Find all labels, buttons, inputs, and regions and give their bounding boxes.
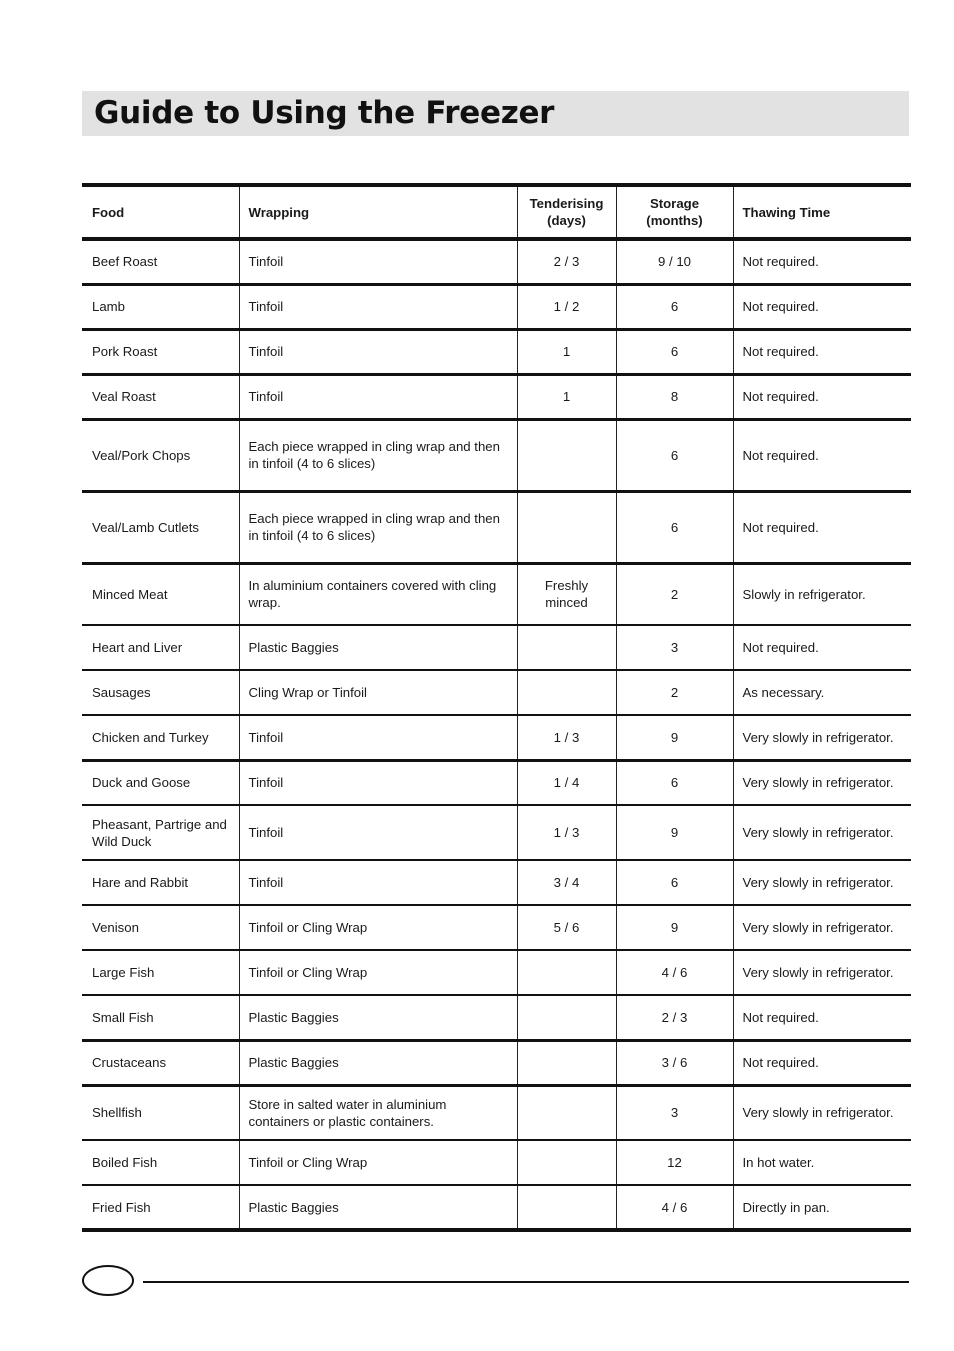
- cell-thawing-time: Not required.: [733, 239, 911, 284]
- cell-tenderising: 1 / 3: [517, 805, 616, 860]
- cell-tenderising: 1 / 3: [517, 715, 616, 760]
- table-row: [82, 1085, 911, 1140]
- cell-wrapping: Tinfoil or Cling Wrap: [239, 950, 517, 995]
- cell-wrapping: In aluminium containers covered with cling wrap.: [239, 563, 517, 625]
- cell-food: Veal/Lamb Cutlets: [92, 519, 200, 535]
- cell-wrapping: Tinfoil: [239, 284, 517, 329]
- cell-storage: 8: [616, 374, 733, 419]
- cell-food: Duck and Goose: [92, 775, 191, 791]
- cell-tenderising: [517, 625, 616, 670]
- cell-wrapping: Plastic Baggies: [239, 1185, 517, 1230]
- cell-storage: 6: [616, 491, 733, 563]
- cell-storage: 6: [616, 284, 733, 329]
- cell-tenderising: 1: [517, 329, 616, 374]
- cell-food: Pork Roast: [92, 344, 158, 359]
- cell-thawing-time: Not required.: [733, 1040, 911, 1085]
- cell-storage: 4 / 6: [616, 950, 733, 995]
- cell-wrapping: Tinfoil or Cling Wrap: [239, 905, 517, 950]
- cell-tenderising: [517, 1185, 616, 1230]
- header-storage: Storage (months): [616, 185, 733, 239]
- cell-tenderising: [517, 670, 616, 715]
- cell-thawing-time: Slowly in refrigerator.: [733, 563, 911, 625]
- cell-storage: 6: [616, 760, 733, 805]
- cell-wrapping: Tinfoil: [239, 329, 517, 374]
- cell-wrapping: Each piece wrapped in cling wrap and then in tinfoil (4 to 6 slices): [239, 419, 517, 491]
- cell-storage: 9: [616, 805, 733, 860]
- table-row: [82, 1185, 911, 1230]
- cell-food: Heart and Liver: [92, 640, 183, 655]
- cell-food: Hare and Rabbit: [92, 875, 189, 890]
- table-row: [82, 374, 911, 419]
- cell-tenderising: 1 / 4: [517, 760, 616, 805]
- cell-food: Shellfish: [92, 1105, 142, 1121]
- cell-tenderising: [517, 419, 616, 491]
- cell-storage: 4 / 6: [616, 1185, 733, 1230]
- cell-tenderising: Freshly minced: [517, 563, 616, 625]
- page-title: Guide to Using the Freezer: [94, 95, 555, 131]
- cell-thawing-time: Not required.: [733, 995, 911, 1040]
- table-row: [82, 491, 911, 563]
- cell-tenderising: 2 / 3: [517, 239, 616, 284]
- cell-tenderising: 5 / 6: [517, 905, 616, 950]
- table-row: [82, 905, 911, 950]
- cell-storage: 6: [616, 860, 733, 905]
- cell-tenderising: [517, 1140, 616, 1185]
- cell-thawing-time: As necessary.: [733, 670, 911, 715]
- cell-food: Sausages: [92, 685, 151, 700]
- cell-tenderising: [517, 1085, 616, 1140]
- cell-wrapping: Each piece wrapped in cling wrap and then in tinfoil (4 to 6 slices): [239, 491, 517, 563]
- table-row: [82, 950, 911, 995]
- cell-wrapping: Tinfoil: [239, 860, 517, 905]
- table-row: [82, 860, 911, 905]
- cell-food: Beef Roast: [92, 254, 158, 270]
- cell-food: Lamb: [92, 299, 125, 314]
- table-row: [82, 563, 911, 625]
- cell-thawing-time: Very slowly in refrigerator.: [733, 715, 911, 760]
- cell-storage: 9: [616, 905, 733, 950]
- cell-storage: 12: [616, 1140, 733, 1185]
- cell-wrapping: Tinfoil: [239, 239, 517, 284]
- cell-storage: 3: [616, 625, 733, 670]
- cell-food: Veal Roast: [92, 389, 156, 404]
- page-title-bar: [82, 91, 909, 136]
- cell-wrapping: Plastic Baggies: [239, 995, 517, 1040]
- cell-thawing-time: Not required.: [733, 625, 911, 670]
- cell-storage: 3: [616, 1085, 733, 1140]
- table-row: [82, 284, 911, 329]
- cell-thawing-time: Not required.: [733, 491, 911, 563]
- header-food: Food: [82, 185, 239, 239]
- cell-tenderising: [517, 491, 616, 563]
- cell-thawing-time: Not required.: [733, 374, 911, 419]
- cell-thawing-time: Directly in pan.: [733, 1185, 911, 1230]
- cell-tenderising: 1: [517, 374, 616, 419]
- cell-storage: 6: [616, 419, 733, 491]
- cell-thawing-time: Very slowly in refrigerator.: [733, 760, 911, 805]
- table-row: [82, 760, 911, 805]
- cell-storage: 3 / 6: [616, 1040, 733, 1085]
- cell-tenderising: [517, 995, 616, 1040]
- freezer-guide-table: [82, 183, 911, 1232]
- cell-wrapping: Tinfoil or Cling Wrap: [239, 1140, 517, 1185]
- cell-food: Venison: [92, 920, 139, 935]
- cell-food: Veal/Pork Chops: [92, 447, 191, 463]
- header-thawing-time: Thawing Time: [733, 185, 911, 239]
- cell-food: Crustaceans: [92, 1055, 167, 1070]
- table-row: [82, 715, 911, 760]
- cell-food: Fried Fish: [92, 1199, 151, 1215]
- cell-storage: 9: [616, 715, 733, 760]
- table-row: [82, 625, 911, 670]
- cell-thawing-time: Very slowly in refrigerator.: [733, 1085, 911, 1140]
- header-tenderising: Tenderising (days): [517, 185, 616, 239]
- cell-wrapping: Store in salted water in aluminium containers or plastic containers.: [239, 1085, 517, 1140]
- table-row: [82, 995, 911, 1040]
- table-row: [82, 329, 911, 374]
- cell-wrapping: Tinfoil: [239, 374, 517, 419]
- cell-wrapping: Tinfoil: [239, 805, 517, 860]
- cell-thawing-time: In hot water.: [733, 1140, 911, 1185]
- table-row: [82, 1140, 911, 1185]
- cell-food: Minced Meat: [92, 586, 168, 602]
- cell-thawing-time: Very slowly in refrigerator.: [733, 905, 911, 950]
- cell-wrapping: Cling Wrap or Tinfoil: [239, 670, 517, 715]
- cell-food: Chicken and Turkey: [92, 729, 209, 745]
- cell-thawing-time: Not required.: [733, 284, 911, 329]
- cell-thawing-time: Very slowly in refrigerator.: [733, 860, 911, 905]
- cell-food: Pheasant, Partrige and Wild Duck: [92, 816, 227, 849]
- table-row: [82, 419, 911, 491]
- cell-thawing-time: Very slowly in refrigerator.: [733, 950, 911, 995]
- cell-food: Large Fish: [92, 965, 155, 980]
- cell-tenderising: [517, 950, 616, 995]
- table-header-row: [82, 185, 911, 239]
- table-row: [82, 805, 911, 860]
- cell-wrapping: Tinfoil: [239, 715, 517, 760]
- table-row: [82, 1040, 911, 1085]
- header-wrapping: Wrapping: [239, 185, 517, 239]
- cell-wrapping: Plastic Baggies: [239, 625, 517, 670]
- cell-thawing-time: Not required.: [733, 419, 911, 491]
- cell-storage: 2: [616, 563, 733, 625]
- cell-tenderising: 3 / 4: [517, 860, 616, 905]
- cell-thawing-time: Not required.: [733, 329, 911, 374]
- table-row: [82, 670, 911, 715]
- page-number-oval: [82, 1265, 134, 1296]
- cell-tenderising: [517, 1040, 616, 1085]
- cell-wrapping: Tinfoil: [239, 760, 517, 805]
- cell-tenderising: 1 / 2: [517, 284, 616, 329]
- cell-storage: 6: [616, 329, 733, 374]
- cell-storage: 9 / 10: [616, 239, 733, 284]
- cell-storage: 2: [616, 670, 733, 715]
- cell-wrapping: Plastic Baggies: [239, 1040, 517, 1085]
- cell-food: Small Fish: [92, 1009, 154, 1025]
- cell-thawing-time: Very slowly in refrigerator.: [733, 805, 911, 860]
- cell-food: Boiled Fish: [92, 1155, 158, 1170]
- footer-rule: [143, 1281, 909, 1283]
- cell-storage: 2 / 3: [616, 995, 733, 1040]
- table-row: [82, 239, 911, 284]
